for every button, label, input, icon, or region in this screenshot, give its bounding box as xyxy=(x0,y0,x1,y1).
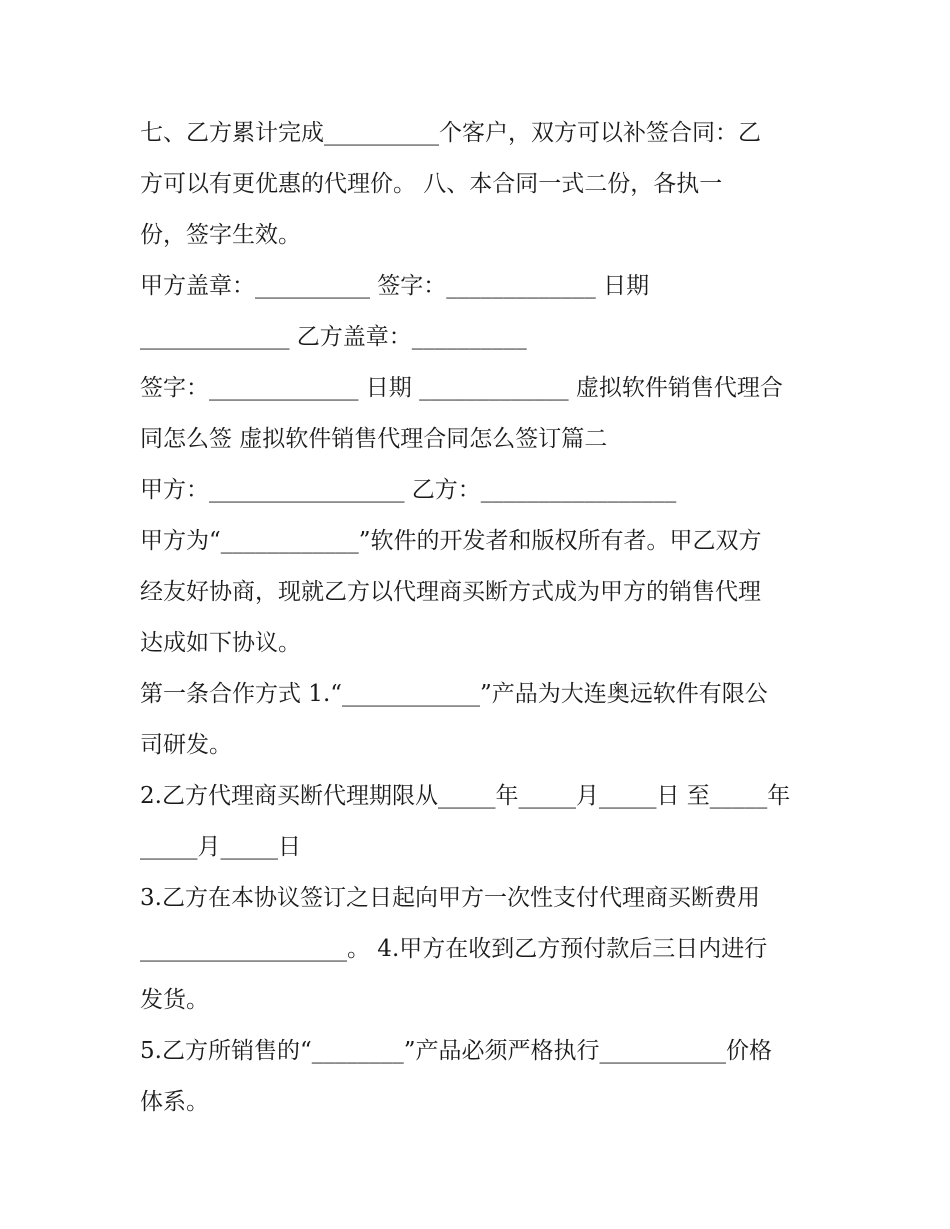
text-line-14: 2.乙方代理商买断代理期限从_____年_____月_____日 至_____年 xyxy=(140,783,791,809)
text-line-9: 甲方为“____________”软件的开发者和版权所有者。甲乙双方 xyxy=(140,528,762,554)
text-line-1: 七、乙方累计完成__________个客户，双方可以补签合同：乙 xyxy=(140,120,761,146)
text-line-12: 第一条合作方式 1.“____________”产品为大连奥远软件有限公 xyxy=(140,681,768,707)
text-line-2: 方可以有更优惠的代理价。 八、本合同一式二份，各执一 xyxy=(140,171,723,197)
text-line-17: __________________。 4.甲方在收到乙方预付款后三日内进行 xyxy=(140,936,768,962)
text-line-15: _____月_____日 xyxy=(140,834,301,860)
text-line-3: 份，签字生效。 xyxy=(140,222,301,248)
text-line-11: 达成如下协议。 xyxy=(140,630,301,656)
text-line-20: 体系。 xyxy=(140,1089,209,1115)
text-line-16: 3.乙方在本协议签订之日起向甲方一次性支付代理商买断费用 xyxy=(140,885,760,911)
text-line-6: 签字：_____________ 日期 _____________ 虚拟软件销售代理合 xyxy=(140,375,783,401)
text-line-19: 5.乙方所销售的“________”产品必须严格执行___________价格 xyxy=(140,1038,772,1064)
text-line-7: 同怎么签 虚拟软件销售代理合同怎么签订篇二 xyxy=(140,426,608,452)
text-line-4: 甲方盖章：__________ 签字：_____________ 日期 xyxy=(140,273,650,299)
text-line-8: 甲方：_________________ 乙方：_________________ xyxy=(140,477,677,503)
text-line-5: _____________ 乙方盖章：__________ xyxy=(140,324,527,350)
text-line-18: 发货。 xyxy=(140,987,209,1013)
document-body xyxy=(140,108,820,1128)
text-line-13: 司研发。 xyxy=(140,732,232,758)
text-line-10: 经友好协商，现就乙方以代理商买断方式成为甲方的销售代理 xyxy=(140,579,761,605)
